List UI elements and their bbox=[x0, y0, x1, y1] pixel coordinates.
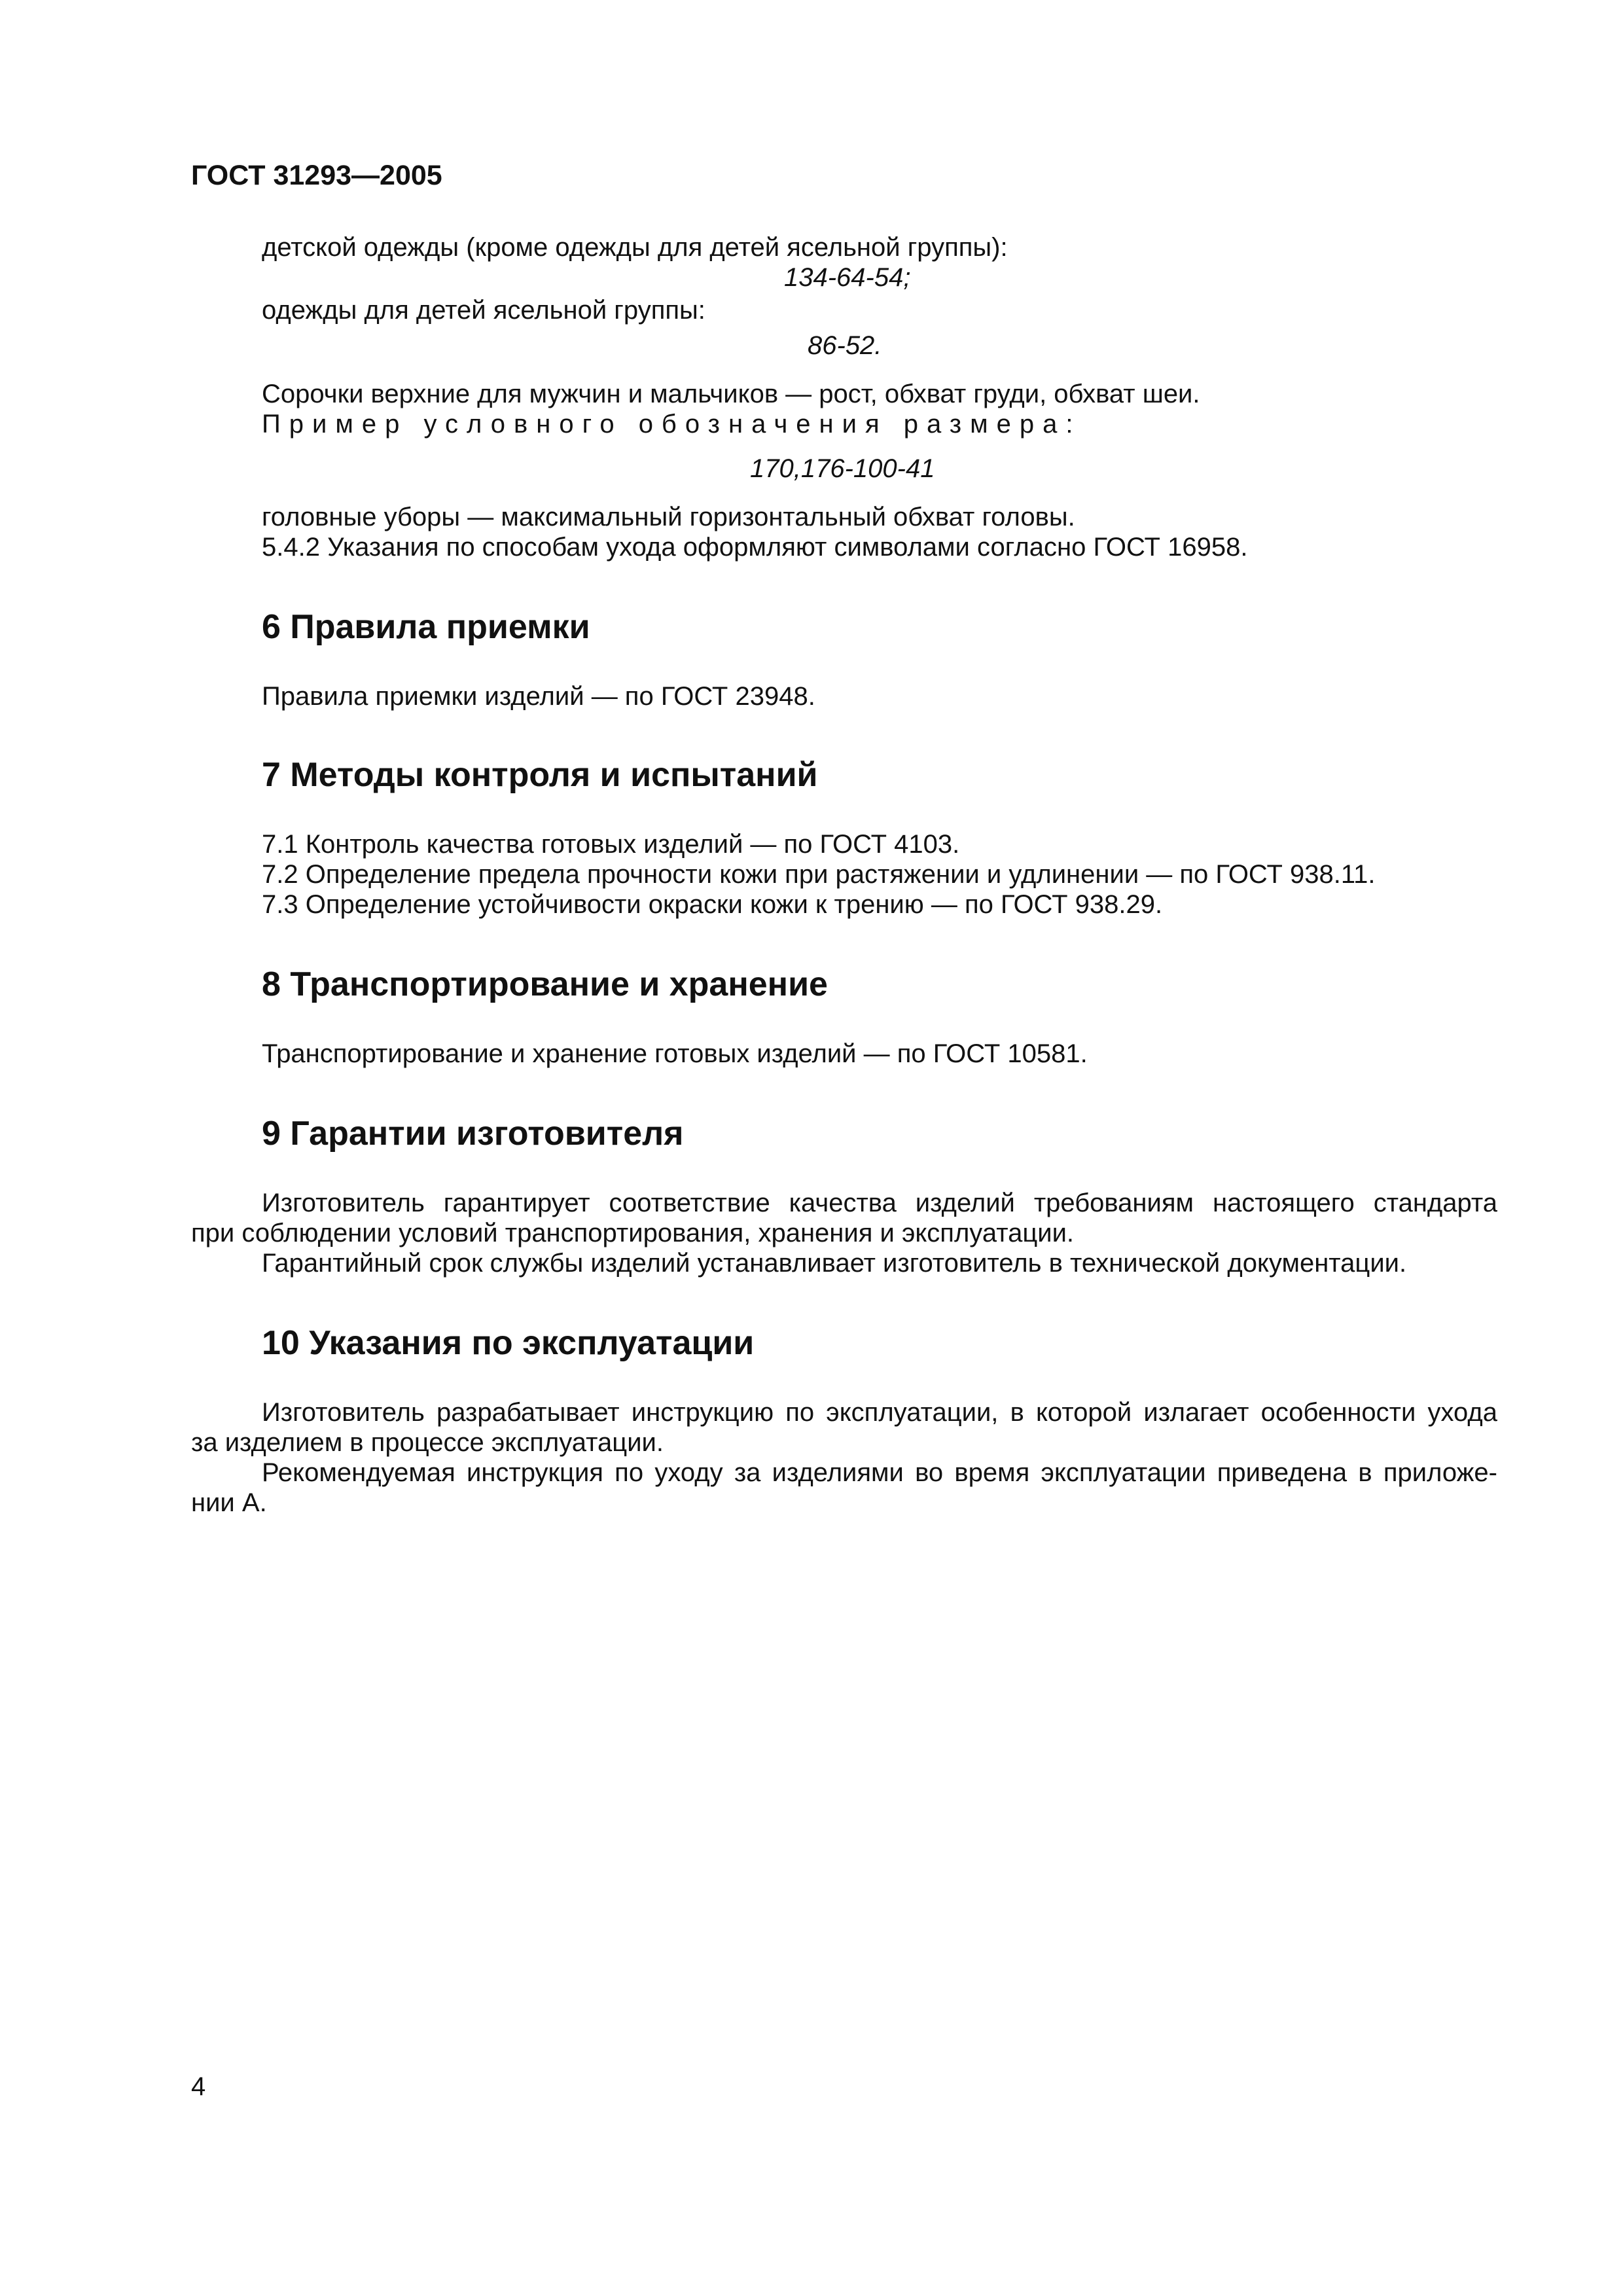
size-line-nursery-clothing: одежды для детей ясельной группы: bbox=[262, 296, 705, 325]
size-example-nursery: 86-52. bbox=[808, 331, 882, 360]
section-10-line-4: нии А. bbox=[191, 1488, 267, 1517]
section-7-line-1: 7.1 Контроль качества готовых изделий — по ГОСТ 4103. bbox=[262, 830, 960, 859]
section-10-line-2: за изделием в процессе эксплуатации. bbox=[191, 1428, 664, 1457]
section-6-title: 6 Правила приемки bbox=[262, 608, 590, 646]
section-9-line-2: при соблюдении условий транспортирования, хранения и эксплуатации. bbox=[191, 1219, 1075, 1247]
size-line-children-clothing: детской одежды (кроме одежды для детей ясельной группы): bbox=[262, 233, 1008, 262]
section-9-line-1-text: Изготовитель гарантирует соответствие качества изделий требованиям настоящего стандарта bbox=[262, 1189, 1497, 1217]
section-10-line-1 bbox=[262, 1397, 1497, 1428]
size-line-shirts: Сорочки верхние для мужчин и мальчиков — рост, обхват груди, обхват шеи. bbox=[262, 380, 1200, 408]
size-example-shirts: 170,176-100-41 bbox=[750, 454, 935, 483]
section-6-line: Правила приемки изделий — по ГОСТ 23948. bbox=[262, 682, 815, 711]
page-number: 4 bbox=[191, 2072, 206, 2101]
section-10-line-1-text: Изготовитель разрабатывает инструкцию по эксплуатации, в которой излагает особенности ухода bbox=[262, 1398, 1497, 1427]
section-8-title: 8 Транспортирование и хранение bbox=[262, 965, 828, 1003]
size-example-children: 134-64-54; bbox=[784, 263, 911, 292]
document-code-header: ГОСТ 31293—2005 bbox=[191, 160, 442, 191]
section-10-title: 10 Указания по эксплуатации bbox=[262, 1324, 755, 1362]
section-10-line-3 bbox=[262, 1457, 1497, 1488]
section-9-line-3: Гарантийный срок службы изделий устанавливает изготовитель в технической документации. bbox=[262, 1249, 1407, 1278]
section-7-title: 7 Методы контроля и испытаний bbox=[262, 756, 818, 794]
section-9-line-1 bbox=[262, 1187, 1497, 1219]
size-line-headwear: головные уборы — максимальный горизонтальный обхват головы. bbox=[262, 503, 1075, 531]
section-8-line: Транспортирование и хранение готовых изделий — по ГОСТ 10581. bbox=[262, 1039, 1088, 1068]
section-7-line-2: 7.2 Определение предела прочности кожи при растяжении и удлинении — по ГОСТ 938.11. bbox=[262, 860, 1376, 889]
size-example-label: Пример условного обозначения размера: bbox=[262, 410, 1082, 439]
clause-5-4-2: 5.4.2 Указания по способам ухода оформляют символами согласно ГОСТ 16958. bbox=[262, 533, 1248, 562]
section-10-line-3-text: Рекомендуемая инструкция по уходу за изделиями во время эксплуатации приведена в приложе- bbox=[262, 1458, 1497, 1487]
section-9-title: 9 Гарантии изготовителя bbox=[262, 1115, 684, 1153]
section-7-line-3: 7.3 Определение устойчивости окраски кожи к трению — по ГОСТ 938.29. bbox=[262, 890, 1163, 919]
